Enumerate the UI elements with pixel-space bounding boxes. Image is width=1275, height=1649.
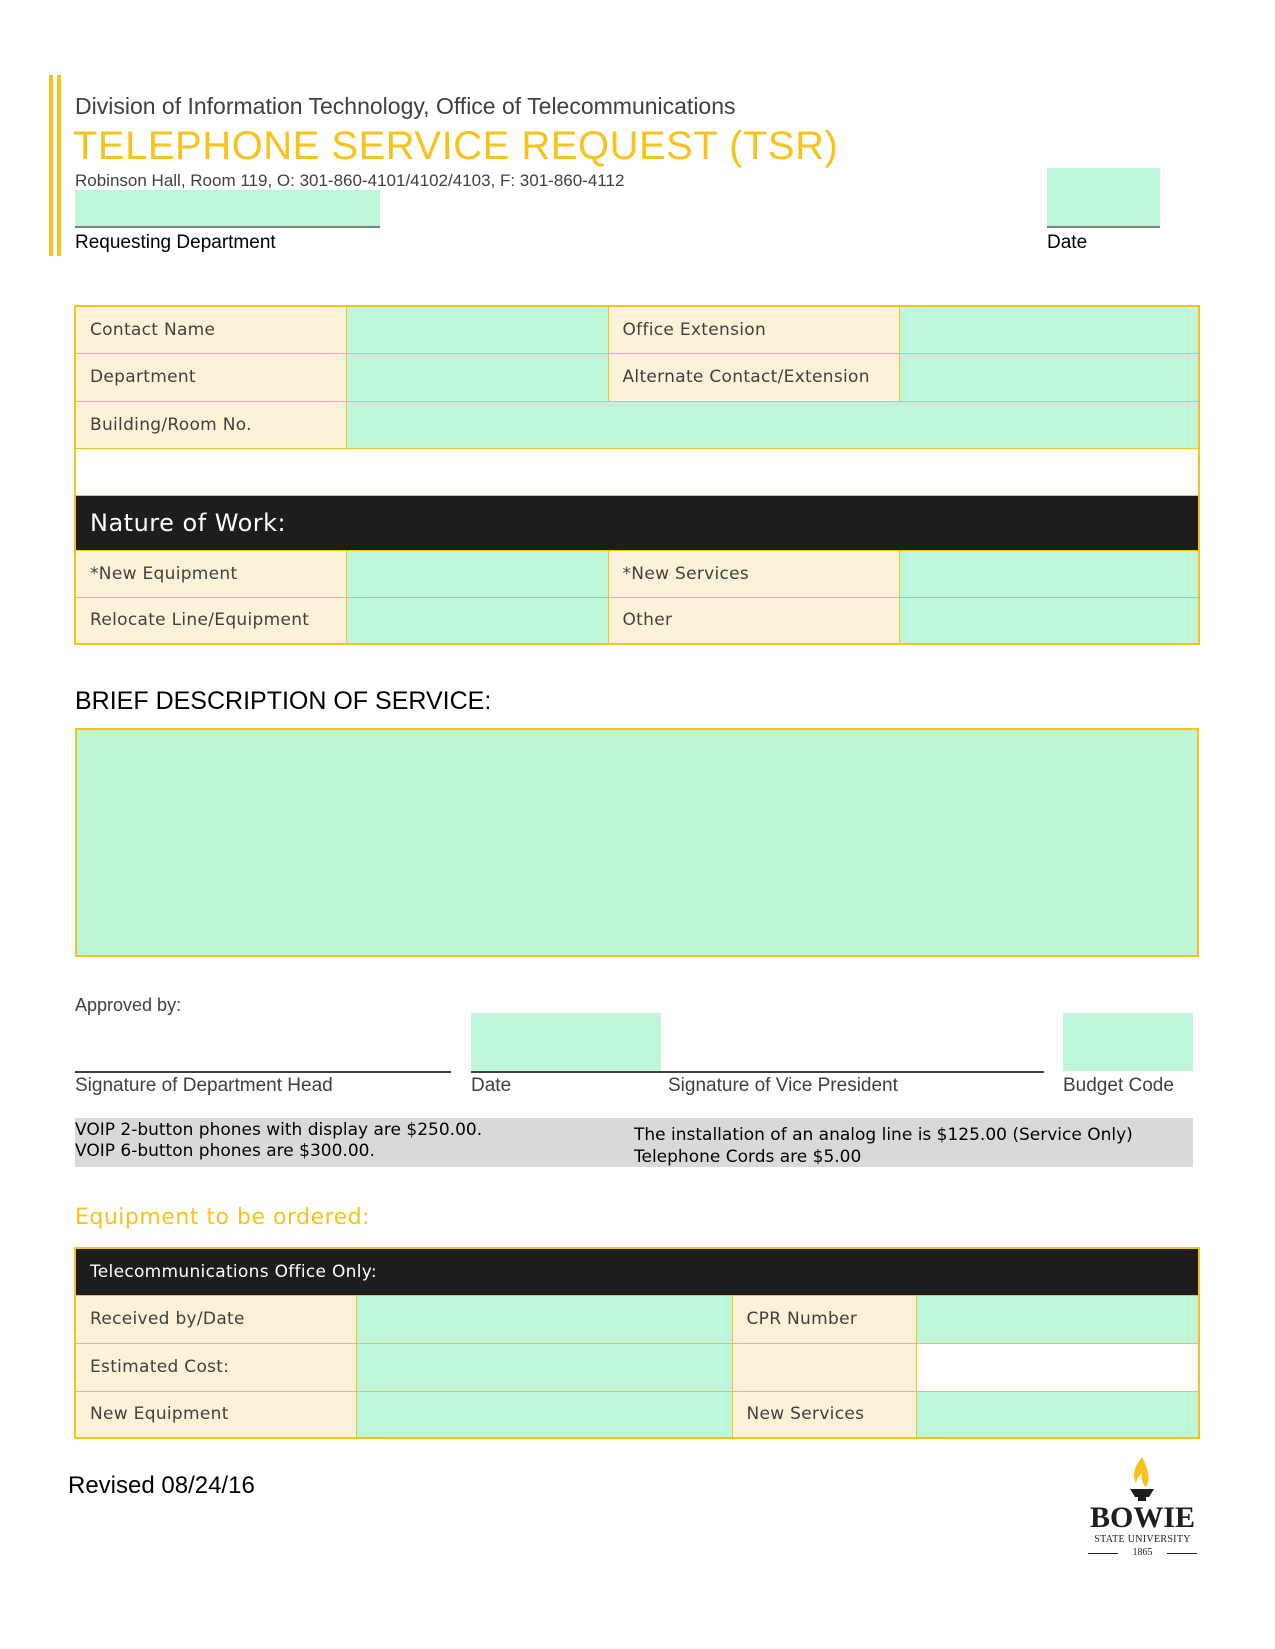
dept-head-signature-line [75,1071,451,1073]
approval-date-field[interactable] [471,1013,661,1071]
blank-white-cell [916,1343,1199,1391]
contact-name-label: Contact Name [75,306,346,353]
request-date-underline [1047,226,1160,228]
logo-subtitle: STATE UNIVERSITY [1094,1534,1191,1545]
other-field[interactable] [899,597,1199,644]
vp-signature-line [661,1071,1044,1073]
dept-head-signature-label: Signature of Department Head [75,1075,333,1096]
pricing-telephone-cords: Telephone Cords are $5.00 [634,1147,862,1167]
cpr-number-field[interactable] [916,1295,1199,1343]
header-accent-bar-right [57,75,61,256]
pricing-voip-6-button: VOIP 6-button phones are $300.00. [75,1141,375,1161]
contact-name-field[interactable] [346,306,608,353]
received-by-field[interactable] [356,1295,732,1343]
other-label: Other [608,597,899,644]
contact-table [74,305,1200,645]
requesting-department-label: Requesting Department [75,232,276,253]
relocate-field[interactable] [346,597,608,644]
equipment-heading: Equipment to be ordered: [75,1205,371,1230]
pricing-voip-2-button: VOIP 2-button phones with display are $250.00. [75,1120,483,1140]
requesting-department-underline [75,226,380,228]
pricing-analog-line: The installation of an analog line is $125.00 (Service Only) [634,1125,1133,1145]
description-field[interactable] [75,728,1199,957]
new-equipment-field[interactable] [346,550,608,597]
header-accent-bar-left [49,75,53,256]
nature-of-work-heading: Nature of Work: [75,495,1199,550]
office-new-equipment-field[interactable] [356,1391,732,1438]
office-new-services-label: New Services [732,1391,916,1438]
description-heading: BRIEF DESCRIPTION OF SERVICE: [75,687,492,715]
office-address: Robinson Hall, Room 119, O: 301-860-4101/4102/4103, F: 301-860-4112 [75,171,625,190]
logo-year: 1865 [1132,1547,1153,1558]
office-only-table [74,1247,1200,1439]
relocate-label: Relocate Line/Equipment [75,597,346,644]
torch-icon [1080,1455,1205,1503]
department-label: Department [75,353,346,401]
requesting-department-field[interactable] [75,190,380,226]
budget-code-field[interactable] [1063,1013,1193,1071]
request-date-field[interactable] [1047,168,1160,226]
vp-signature-label: Signature of Vice President [668,1075,898,1096]
blank-label-cell [732,1343,916,1391]
university-logo [1080,1455,1205,1560]
estimated-cost-field[interactable] [356,1343,732,1391]
new-services-label: *New Services [608,550,899,597]
office-new-services-field[interactable] [916,1391,1199,1438]
building-room-label: Building/Room No. [75,401,346,448]
office-extension-field[interactable] [899,306,1199,353]
office-extension-label: Office Extension [608,306,899,353]
department-field[interactable] [346,353,608,401]
cpr-number-label: CPR Number [732,1295,916,1343]
page-title: TELEPHONE SERVICE REQUEST (TSR) [73,124,839,168]
estimated-cost-label: Estimated Cost: [75,1343,356,1391]
division-heading: Division of Information Technology, Office of Telecommunications [75,93,736,119]
logo-wordmark: BOWIE [1089,1501,1196,1534]
approved-by-label: Approved by: [75,995,182,1015]
budget-code-label: Budget Code [1063,1075,1174,1096]
alternate-contact-field[interactable] [899,353,1199,401]
office-new-equipment-label: New Equipment [75,1391,356,1438]
new-equipment-label: *New Equipment [75,550,346,597]
alternate-contact-label: Alternate Contact/Extension [608,353,899,401]
spacer-row [75,448,1199,495]
revised-date: Revised 08/24/16 [68,1472,255,1499]
approval-date-label: Date [471,1075,512,1096]
new-services-field[interactable] [899,550,1199,597]
office-only-heading: Telecommunications Office Only: [75,1248,1199,1295]
approval-date-line [471,1071,661,1073]
request-date-label: Date [1047,232,1088,253]
building-room-field[interactable] [346,401,1199,448]
logo-rule-right [1167,1553,1197,1554]
received-by-label: Received by/Date [75,1295,356,1343]
